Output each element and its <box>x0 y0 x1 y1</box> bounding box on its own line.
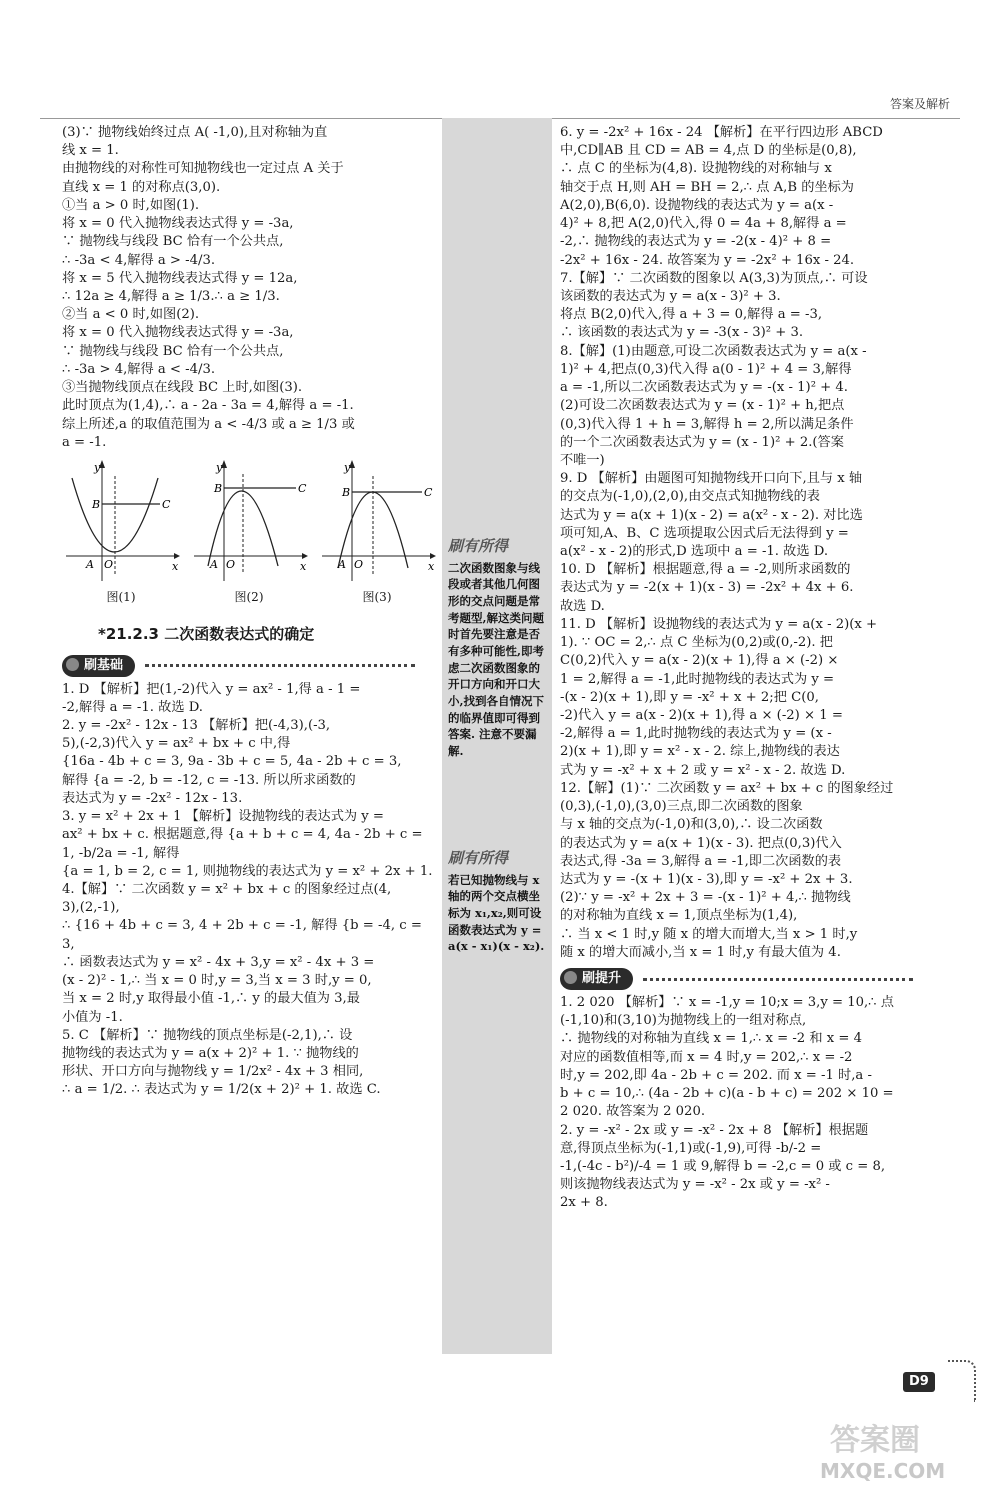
watermark-url: MXQE.COM <box>820 1459 946 1483</box>
text-line: 4.【解】∵ 二次函数 y = x² + bx + c 的图象经过点(4, <box>62 881 392 897</box>
text-line: 式为 y = -x² + x + 2 或 y = x² - x - 2. 故选 D. <box>560 762 846 778</box>
text-line: 8.【解】(1)由题意,可设二次函数表达式为 y = a(x - <box>560 343 867 359</box>
right-text-block-a <box>560 124 955 962</box>
svg-text:x: x <box>300 559 307 573</box>
text-line: 7.【解】∵ 二次函数的图象以 A(3,3)为顶点,∴ 可设 <box>560 270 868 286</box>
side-note-1-text: 二次函数图象与线段或者其他几何图形的交点问题是常考题型,解这类问题时首先要注意是否有多种可能性,即考虑二次函数图象的开口方向和开口大小,找到各自情况下的临界值即可得到答案. 注意不要漏解. <box>448 560 545 759</box>
text-line: 1. D 【解析】把(1,-2)代入 y = ax² - 1,得 a - 1 = <box>62 681 361 697</box>
text-line: 2. y = -x² - 2x 或 y = -x² - 2x + 8 【解析】根据题 <box>560 1122 869 1138</box>
text-line: 9. D 【解析】由题图可知抛物线开口向下,且与 x 轴 <box>560 471 863 487</box>
figure-row <box>62 456 436 616</box>
parabola-graph-2 <box>190 456 308 586</box>
text-line: 达式为 y = a(x + 1)(x - 2) = a(x² - x - 2). 对比选 <box>560 507 863 523</box>
text-line: 不唯一) <box>560 452 605 468</box>
badge-up-label: 刷提升 <box>560 968 633 990</box>
svg-text:A: A <box>210 557 218 571</box>
svg-text:B: B <box>92 497 101 511</box>
side-note-1 <box>448 536 546 760</box>
text-line: 3. y = x² + 2x + 1 【解析】设抛物线的表达式为 y = <box>62 809 384 825</box>
text-line: -2)代入 y = a(x - 2)(x + 1),得 a × (-2) × 1 = <box>560 708 843 723</box>
text-line: 的表达式为 y = a(x + 1)(x - 3). 把点(0,3)代入 <box>560 835 842 851</box>
side-note-1-heading: 刷有所得 <box>448 537 509 555</box>
text-line: 抛物线的表达式为 y = a(x + 2)² + 1. ∵ 抛物线的 <box>62 1045 359 1061</box>
left-text-block-a <box>62 124 436 452</box>
text-line: 则该抛物线表达式为 y = -x² - 2x 或 y = -x² - <box>560 1177 830 1193</box>
text-line: ∵ 抛物线与线段 BC 恰有一个公共点, <box>62 234 284 250</box>
text-line: -2,∴ 抛物线的表达式为 y = -2(x - 4)² + 8 = <box>560 234 832 250</box>
text-line: 表达式,得 -3a = 3,解得 a = -1,即二次函数的表 <box>560 853 842 869</box>
text-line: (2)可设二次函数表达式为 y = (x - 1)² + h,把点 <box>560 398 845 414</box>
text-line: 将 x = 0 代入抛物线表达式得 y = -3a, <box>62 216 294 232</box>
text-line: 与 x 轴的交点为(-1,0)和(3,0),∴ 设二次函数 <box>560 817 823 833</box>
text-line: 12.【解】(1)∵ 二次函数 y = ax² + bx + c 的图象经过 <box>560 780 894 796</box>
text-line: ∴ 当 x < 1 时,y 随 x 的增大而增大,当 x > 1 时,y <box>560 926 858 942</box>
figure-1-caption: 图(1) <box>106 590 136 605</box>
text-line: ∴ 点 C 的坐标为(4,8). 设抛物线的对称轴与 x <box>560 161 832 177</box>
text-line: 11. D 【解析】设抛物线的表达式为 y = a(x - 2)(x + <box>560 616 878 632</box>
left-column <box>62 124 436 1100</box>
text-line: ∴ {16 + 4b + c = 3, 4 + 2b + c = -1, 解得 {b = -4, c = 3, <box>62 918 427 952</box>
text-line: 5),(-2,3)代入 y = ax² + bx + c 中,得 <box>62 736 291 752</box>
svg-text:B: B <box>342 485 351 499</box>
figure-3 <box>318 456 436 606</box>
svg-text:y: y <box>94 460 101 474</box>
page-corner-decoration <box>948 1360 976 1402</box>
text-line: 形状、开口方向与抛物线 y = 1/2x² - 4x + 3 相同, <box>62 1064 364 1080</box>
svg-text:y: y <box>344 460 351 474</box>
text-line: 项可知,A、B、C 选项提取公因式后无法得到 y = <box>560 525 849 541</box>
text-line: (-1,10)和(3,10)为抛物线上的一组对称点, <box>560 1013 807 1029</box>
text-line: 当 x = 2 时,y 取得最小值 -1,∴ y 的最大值为 3,最 <box>62 991 360 1007</box>
text-line: 4)² + 8,把 A(2,0)代入,得 0 = 4a + 8,解得 a = <box>560 216 847 232</box>
text-line: (2)∵ y = -x² + 2x + 3 = -(x - 1)² + 4,∴ 抛物线 <box>560 890 851 906</box>
text-line: a(x² - x - 2)的形式,D 选项中 a = -1. 故选 D. <box>560 544 829 560</box>
svg-text:O: O <box>354 557 364 571</box>
text-line: C(0,2)代入 y = a(x - 2)(x + 1),得 a × (-2) × <box>560 653 839 669</box>
text-line: a = -1,所以二次函数表达式为 y = -(x - 1)² + 4. <box>560 380 848 396</box>
text-line: -(x - 2)(x + 1),即 y = -x² + x + 2;把 C(0, <box>560 689 819 705</box>
text-line: ∴ -3a > 4,解得 a < -4/3. <box>62 361 216 377</box>
text-line: A(2,0),B(6,0). 设抛物线的表达式为 y = a(x - <box>560 197 834 213</box>
text-line: 综上所述,a 的取值范围为 a < -4/3 或 a ≥ 1/3 或 <box>62 416 355 432</box>
figure-1 <box>62 456 180 606</box>
text-line: 将 x = 5 代入抛物线表达式得 y = 12a, <box>62 270 298 286</box>
parabola-graph-1 <box>62 456 180 586</box>
text-line: (0,3),(-1,0),(3,0)三点,即二次函数的图象 <box>560 799 803 815</box>
svg-text:O: O <box>226 557 236 571</box>
parabola-graph-3 <box>318 456 436 586</box>
text-line: 1 = 2,解得 a = -1,此时抛物线的表达式为 y = <box>560 671 835 687</box>
side-notes-column <box>442 118 552 1354</box>
page-number: D9 <box>903 1372 935 1392</box>
text-line: 意,得顶点坐标为(-1,1)或(-1,9),可得 -b/-2 = <box>560 1140 822 1156</box>
text-line: ∴ 12a ≥ 4,解得 a ≥ 1/3.∴ a ≥ 1/3. <box>62 288 280 304</box>
text-line: 由抛物线的对称性可知抛物线也一定过点 A 关于 <box>62 161 344 177</box>
text-line: 时,y = 202,即 4a - 2b + c = 202. 而 x = -1 时,a - <box>560 1067 872 1083</box>
text-line: 将点 B(2,0)代入,得 a + 3 = 0,解得 a = -3, <box>560 307 823 323</box>
text-line: 的对称轴为直线 x = 1,顶点坐标为(1,4), <box>560 908 798 924</box>
svg-text:A: A <box>86 557 94 571</box>
left-text-block-b <box>62 681 436 1100</box>
svg-text:A: A <box>338 557 346 571</box>
text-line: (x - 2)² - 1,∴ 当 x = 0 时,y = 3,当 x = 3 时,y = 0, <box>62 973 372 989</box>
text-line: 1)² + 4,把点(0,3)代入得 a(0 - 1)² + 4 = 3,解得 <box>560 361 852 377</box>
text-line: 此时顶点为(1,4),∴ a - 2a - 3a = 4,解得 a = -1. <box>62 398 354 414</box>
text-line: ∴ 函数表达式为 y = x² - 4x + 3,y = x² - 4x + 3 = <box>62 954 375 970</box>
text-line: ∴ 该函数的表达式为 y = -3(x - 3)² + 3. <box>560 325 804 341</box>
dotted-rule <box>643 978 913 981</box>
text-line: 1). ∵ OC = 2,∴ 点 C 坐标为(0,2)或(0,-2). 把 <box>560 635 833 651</box>
badge-basic-label: 刷基础 <box>62 655 135 677</box>
text-line: ∴ a = 1/2. ∴ 表达式为 y = 1/2(x + 2)² + 1. 故选 C. <box>62 1082 381 1098</box>
side-note-2-text: 若已知抛物线与 x 轴的两个交点横坐标为 x₁,x₂,则可设函数表达式为 y = a(x - x₁)(x - x₂). <box>448 872 545 954</box>
text-line: 1. 2 020 【解析】∵ x = -1,y = 10;x = 3,y = 10,∴ 点 <box>560 995 894 1010</box>
text-line: ax² + bx + c. 根据题意,得 {a + b + c = 4, 4a - 2b + c = 1, -b/2a = -1, 解得 <box>62 827 427 861</box>
text-line: 小值为 -1. <box>62 1009 123 1025</box>
text-line: 6. y = -2x² + 16x - 24 【解析】在平行四边形 ABCD <box>560 125 883 140</box>
text-line: 中,CD∥AB 且 CD = AB = 4,点 D 的坐标是(0,8), <box>560 143 857 159</box>
text-line: ∴ -3a < 4,解得 a > -4/3. <box>62 252 216 268</box>
text-line: -1,(-4c - b²)/-4 = 1 或 9,解得 b = -2,c = 0 或 c = 8, <box>560 1158 886 1174</box>
text-line: {16a - 4b + c = 3, 9a - 3b + c = 5, 4a - 2b + c = 3, <box>62 754 402 770</box>
text-line: (3)∵ 抛物线始终过点 A( -1,0),且对称轴为直 <box>62 125 328 140</box>
side-note-2 <box>448 848 546 955</box>
text-line: -2,解得 a = -1. 故选 D. <box>62 699 203 715</box>
badge-up <box>560 968 913 990</box>
svg-text:C: C <box>162 497 171 511</box>
text-line: 表达式为 y = -2(x + 1)(x - 3) = -2x² + 4x + 6. <box>560 580 854 596</box>
text-line: 2. y = -2x² - 12x - 13 【解析】把(-4,3),(-3, <box>62 718 331 733</box>
text-line: 对应的函数值相等,而 x = 4 时,y = 202,∴ x = -2 <box>560 1049 853 1065</box>
text-line: 轴交于点 H,则 AH = BH = 2,∴ 点 A,B 的坐标为 <box>560 179 854 195</box>
text-line: b + c = 10,∴ (4a - 2b + c)(a - b + c) = 202 × 10 = <box>560 1086 894 1102</box>
section-title: *21.2.3 二次函数表达式的确定 <box>98 624 315 643</box>
text-line: -2x² + 16x - 24. 故答案为 y = -2x² + 16x - 24. <box>560 252 855 268</box>
watermark-logo: 答案圈 <box>830 1423 920 1458</box>
text-line: 2 020. 故答案为 2 020. <box>560 1104 706 1120</box>
svg-text:O: O <box>104 557 114 571</box>
text-line: 3),(2,-1), <box>62 900 120 916</box>
svg-text:B: B <box>214 481 223 495</box>
badge-basic <box>62 655 415 677</box>
right-text-block-b <box>560 994 955 1213</box>
text-line: 表达式为 y = -2x² - 12x - 13. <box>62 790 243 806</box>
text-line: 2x + 8. <box>560 1195 608 1211</box>
svg-text:x: x <box>428 559 435 573</box>
text-line: (0,3)代入得 1 + h = 3,解得 h = 2,所以满足条件 <box>560 416 854 432</box>
right-column <box>560 124 955 1213</box>
text-line: 解得 {a = -2, b = -12, c = -13. 所以所求函数的 <box>62 772 356 788</box>
figure-2 <box>190 456 308 606</box>
text-line: 2)(x + 1),即 y = x² - x - 2. 综上,抛物线的表达 <box>560 744 840 760</box>
text-line: ②当 a < 0 时,如图(2). <box>62 307 200 323</box>
text-line: ①当 a > 0 时,如图(1). <box>62 197 200 213</box>
svg-text:C: C <box>424 485 433 499</box>
text-line: 10. D 【解析】根据题意,得 a = -2,则所求函数的 <box>560 562 851 578</box>
text-line: 直线 x = 1 的对称点(3,0). <box>62 179 221 195</box>
header-title: 答案及解析 <box>889 97 950 111</box>
dotted-rule <box>145 664 415 667</box>
side-note-2-heading: 刷有所得 <box>448 849 509 867</box>
text-line: {a = 1, b = 2, c = 1, 则抛物线的表达式为 y = x² + 2x + 1. <box>62 863 433 879</box>
text-line: 将 x = 0 代入抛物线表达式得 y = -3a, <box>62 325 294 341</box>
svg-text:y: y <box>216 460 223 474</box>
text-line: 的交点为(-1,0),(2,0),由交点式知抛物线的表 <box>560 489 820 505</box>
figure-2-caption: 图(2) <box>234 590 264 605</box>
svg-text:x: x <box>172 559 179 573</box>
text-line: 的一个二次函数表达式为 y = (x - 1)² + 2.(答案 <box>560 434 844 450</box>
text-line: 该函数的表达式为 y = a(x - 3)² + 3. <box>560 288 781 304</box>
figure-3-caption: 图(3) <box>362 590 392 605</box>
text-line: 故选 D. <box>560 598 605 614</box>
text-line: 达式为 y = -(x + 1)(x - 3),即 y = -x² + 2x + 3. <box>560 871 853 887</box>
text-line: 5. C 【解析】∵ 抛物线的顶点坐标是(-2,1),∴ 设 <box>62 1027 353 1043</box>
text-line: a = -1. <box>62 434 107 450</box>
text-line: ③当抛物线顶点在线段 BC 上时,如图(3). <box>62 380 303 396</box>
svg-text:C: C <box>298 481 307 495</box>
text-line: ∴ 抛物线的对称轴为直线 x = 1,∴ x = -2 和 x = 4 <box>560 1031 863 1047</box>
text-line: ∵ 抛物线与线段 BC 恰有一个公共点, <box>62 343 284 359</box>
text-line: -2,解得 a = 1,此时抛物线的表达式为 y = (x - <box>560 726 832 742</box>
text-line: 随 x 的增大而减小,当 x = 1 时,y 有最大值为 4. <box>560 944 841 960</box>
text-line: 线 x = 1. <box>62 143 119 159</box>
